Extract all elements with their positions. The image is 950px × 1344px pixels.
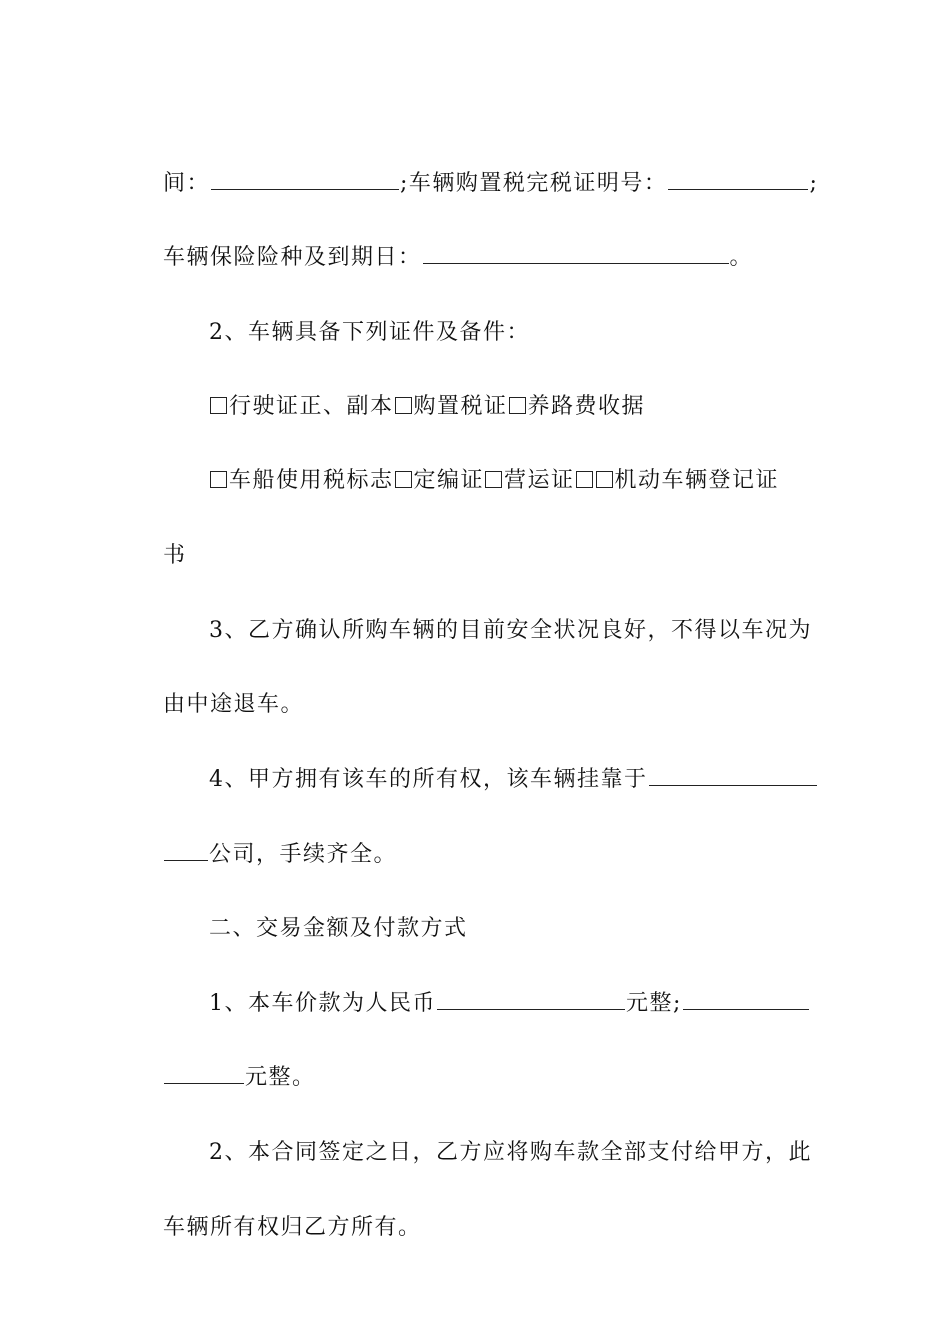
checkbox[interactable] [596, 471, 613, 488]
text-span: 间： [163, 171, 211, 196]
checkbox[interactable] [576, 471, 593, 488]
checkbox[interactable] [395, 471, 412, 488]
blank-field[interactable] [164, 1065, 244, 1084]
doc-line-9 [192, 735, 818, 795]
blank-field[interactable] [423, 245, 729, 264]
text-span: 车辆所有权归乙方所有。 [163, 1215, 422, 1240]
checkbox[interactable] [210, 397, 227, 414]
text-span: 机动车辆登记证 [614, 468, 780, 493]
blank-field[interactable] [437, 991, 625, 1010]
text-span: 车辆保险险种及到期日： [163, 245, 422, 270]
text-span: 购置税证 [413, 394, 508, 419]
doc-line-7 [192, 586, 812, 646]
doc-line-11 [192, 884, 468, 944]
text-span: 4、甲方拥有该车的所有权，该车辆挂靠于 [209, 767, 648, 792]
text-span: 。 [729, 245, 754, 270]
text-span: 书 [163, 543, 187, 568]
text-span: 2、本合同签定之日，乙方应将购车款全部支付给甲方，此 [209, 1140, 812, 1165]
checkbox[interactable] [395, 397, 412, 414]
blank-field[interactable] [649, 767, 817, 786]
doc-line-3 [192, 288, 530, 348]
text-span: ; [809, 171, 819, 196]
text-span: 3、乙方确认所购车辆的目前安全状况良好，不得以车况为 [209, 618, 812, 643]
blank-field[interactable] [668, 171, 808, 190]
blank-field[interactable] [164, 842, 208, 861]
blank-field[interactable] [683, 991, 809, 1010]
checkbox[interactable] [210, 471, 227, 488]
doc-line-4 [192, 362, 645, 422]
checkbox[interactable] [509, 397, 526, 414]
doc-line-13 [146, 1033, 316, 1093]
doc-line-6 [146, 511, 187, 571]
doc-line-2 [146, 213, 753, 273]
text-span: 行驶证正、副本 [229, 394, 394, 419]
doc-line-14 [192, 1108, 812, 1168]
text-span: 车船使用税标志 [229, 468, 394, 493]
doc-line-10 [146, 810, 397, 870]
text-span: 营运证 [504, 468, 575, 493]
text-span: 2、车辆具备下列证件及备件： [209, 320, 530, 345]
doc-line-5 [192, 436, 779, 496]
text-span: ;车辆购置税完税证明号： [400, 171, 668, 196]
doc-line-1 [146, 139, 818, 199]
doc-line-12 [192, 959, 810, 1019]
blank-field[interactable] [211, 171, 399, 190]
text-span: 养路费收据 [527, 394, 646, 419]
text-span: 定编证 [413, 468, 485, 493]
text-span: 公司，手续齐全。 [209, 842, 398, 867]
doc-line-15 [146, 1183, 422, 1243]
text-span: 由中途退车。 [163, 692, 305, 717]
text-span: 元整。 [245, 1065, 316, 1090]
checkbox[interactable] [485, 471, 502, 488]
text-span: 元整; [626, 991, 682, 1016]
doc-line-8 [146, 660, 304, 720]
text-span: 二、交易金额及付款方式 [209, 916, 468, 941]
text-span: 1、本车价款为人民币 [209, 991, 436, 1016]
